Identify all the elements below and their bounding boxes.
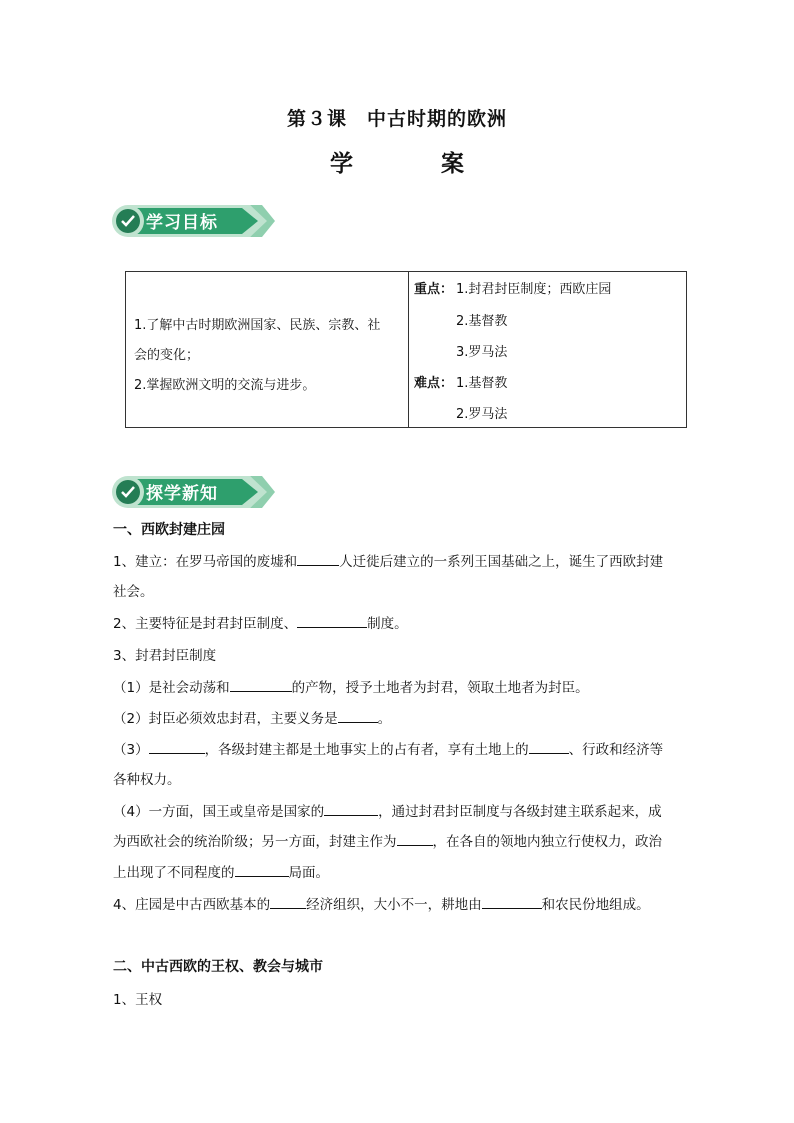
answer-blank[interactable] (270, 894, 306, 909)
objectives-table (125, 271, 687, 428)
section1-heading: 一、西欧封建庄园 (113, 522, 225, 538)
answer-blank[interactable] (230, 677, 292, 692)
paragraph: 各种权力。 (113, 772, 181, 788)
objectives-banner (110, 202, 275, 240)
objectives-banner-label: 学习目标 (146, 213, 218, 233)
explore-banner-label: 探学新知 (146, 484, 218, 504)
key-point: 3.罗马法 (456, 345, 508, 360)
answer-blank[interactable] (338, 708, 378, 723)
answer-blank[interactable] (482, 894, 542, 909)
paragraph: 3、封君封臣制度 (113, 648, 217, 664)
key-point: 2.基督教 (456, 314, 508, 329)
paragraph: 1、建立：在罗马帝国的废墟和 人迁徙后建立的一系列王国基础之上，诞生了西欧封建 (113, 550, 663, 570)
difficult-points-label: 难点： (414, 376, 454, 391)
answer-blank[interactable] (529, 739, 569, 754)
table-divider (408, 272, 409, 427)
difficult-point: 1.基督教 (456, 376, 508, 391)
paragraph: 4、庄园是中古西欧基本的 经济组织，大小不一，耕地由 和农民份地组成。 (113, 893, 650, 913)
paragraph: 1、王权 (113, 992, 163, 1008)
answer-blank[interactable] (235, 862, 289, 877)
key-point: 1.封君封臣制度；西欧庄园 (456, 282, 612, 297)
difficult-point: 2.罗马法 (456, 407, 508, 422)
paragraph: 上出现了不同程度的 局面。 (113, 861, 329, 881)
answer-blank[interactable] (324, 801, 378, 816)
answer-blank[interactable] (397, 831, 433, 846)
answer-blank[interactable] (297, 551, 339, 566)
paragraph: 社会。 (113, 584, 154, 600)
paragraph: 为西欧社会的统治阶级；另一方面，封建主作为 ，在各自的领地内独立行使权力，政治 (113, 830, 662, 850)
section2-heading: 二、中古西欧的王权、教会与城市 (113, 959, 323, 975)
key-points-label: 重点： (414, 282, 454, 297)
document-type-title: 学 案 (329, 151, 504, 177)
paragraph: （1）是社会动荡和 的产物，授予土地者为封君，领取土地者为封臣。 (113, 676, 589, 696)
lesson-title: 第３课 中古时期的欧洲 (286, 108, 507, 130)
explore-banner (110, 473, 275, 511)
paragraph: （3） ，各级封建主都是土地事实上的占有者，享有土地上的 、行政和经济等 (113, 738, 663, 758)
paragraph: （2）封臣必须效忠封君，主要义务是 。 (113, 707, 391, 727)
objective-line: 会的变化； (134, 348, 200, 363)
answer-blank[interactable] (297, 613, 367, 628)
answer-blank[interactable] (149, 739, 205, 754)
objective-line: 1.了解中古时期欧洲国家、民族、宗教、社 (134, 318, 381, 333)
objective-line: 2.掌握欧洲文明的交流与进步。 (134, 378, 316, 393)
paragraph: 2、主要特征是封君封臣制度、 制度。 (113, 612, 408, 632)
paragraph: （4）一方面，国王或皇帝是国家的 ，通过封君封臣制度与各级封建主联系起来，成 (113, 800, 662, 820)
